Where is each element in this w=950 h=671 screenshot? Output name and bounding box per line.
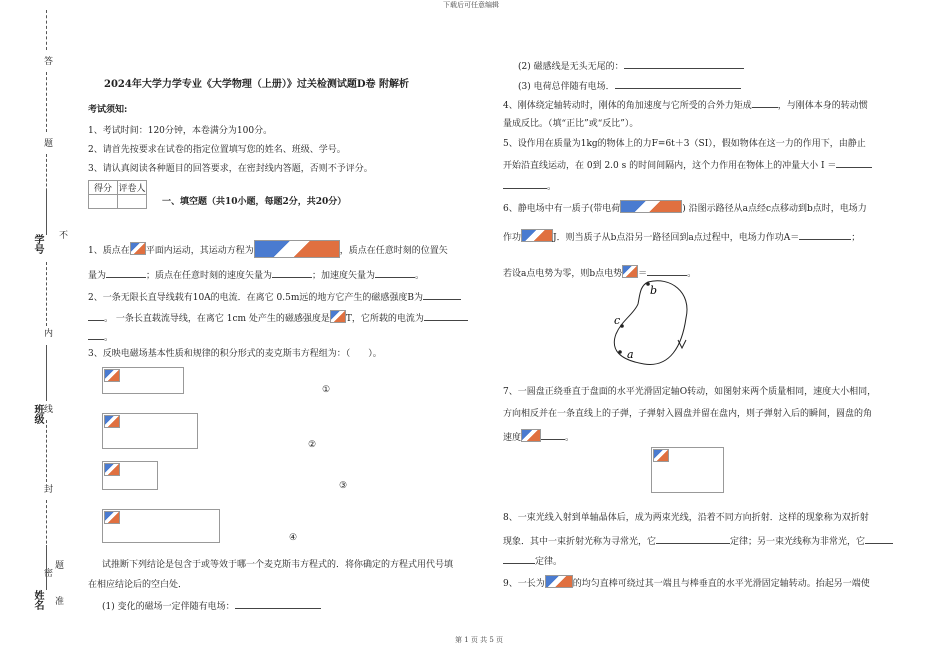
label-c: c — [614, 314, 621, 327]
margin-char: 线 — [42, 404, 52, 413]
margin-char: 答 — [42, 56, 52, 65]
margin-char: 题 — [53, 560, 63, 569]
formula-image-icon — [104, 463, 120, 476]
equation-label-4: ④ — [289, 533, 298, 543]
notice-heading: 考试须知: — [88, 105, 128, 115]
margin-char: 题 — [42, 138, 52, 147]
path-diagram — [600, 276, 700, 372]
question-3-sub-3: (3) 电荷总伴随有电场． — [518, 79, 741, 93]
question-8-line1: 8、一束光线入射到单轴晶体后，成为两束光线，沿着不同方向折射．这样的现象称为双折射 — [503, 513, 869, 523]
answer-blank[interactable] — [624, 59, 744, 69]
question-6-line2: 作功 J．则当质子从b点沿另一路径回到a点过程中，电场力作功A＝ ； — [503, 229, 860, 244]
margin-char: 准 — [53, 596, 63, 605]
formula-image-icon — [330, 310, 346, 323]
question-1-line2: 量为 ；质点在任意时刻的速度矢量为 ；加速度矢量为 。 — [88, 268, 424, 282]
answer-blank[interactable] — [235, 599, 321, 609]
label-b: b — [650, 284, 658, 297]
question-3: 3、反映电磁场基本性质和规律的积分形式的麦克斯韦方程组为：（ ）。 — [88, 349, 382, 359]
question-3-sub-2: (2) 磁感线是无头无尾的： — [518, 59, 744, 73]
grader-header: 评卷人 — [118, 181, 147, 195]
answer-blank[interactable] — [503, 554, 535, 564]
name-line — [46, 545, 47, 590]
point-c — [620, 324, 624, 328]
equation-image-2 — [102, 413, 198, 449]
answer-blank[interactable] — [615, 79, 741, 89]
class-line — [46, 345, 47, 401]
formula-image-icon — [104, 511, 120, 524]
margin-char: 密 — [42, 568, 52, 577]
formula-image-icon — [254, 240, 340, 258]
equation-label-3: ③ — [339, 481, 348, 491]
answer-blank[interactable] — [272, 268, 312, 278]
margin-char: 封 — [42, 484, 52, 493]
equation-image-3 — [102, 461, 158, 490]
disk-figure-image — [651, 447, 724, 493]
exam-title: 2024年大学力学专业《大学物理（上册）》过关检测试题D卷 附解析 — [104, 79, 409, 90]
question-9-line1: 9、一长为 的均匀直棒可绕过其一端且与棒垂直的水平光滑固定轴转动。抬起另一端使 — [503, 575, 870, 590]
seal-dash — [46, 10, 47, 50]
label-a: a — [627, 348, 634, 361]
answer-blank[interactable] — [375, 268, 415, 278]
question-6-line3: 若设a点电势为零，则b点电势 ＝ 。 — [503, 265, 696, 280]
point-a — [618, 350, 622, 354]
answer-blank[interactable] — [752, 98, 778, 108]
student-id-line — [46, 190, 47, 235]
question-6-line1: 6、静电场中有一质子(带电荷 ) 沿图示路径从a点经c点移动到b点时，电场力 — [503, 200, 867, 215]
question-8-end: 定律。 — [503, 554, 562, 568]
equation-label-2: ② — [308, 440, 317, 450]
question-1-line1: 1、质点在 平面内运动，其运动方程为 ，质点在任意时刻的位置矢 — [88, 240, 448, 258]
question-3-sub-1: (1) 变化的磁场一定伴随有电场： — [102, 599, 321, 613]
equation-label-1: ① — [322, 385, 331, 395]
formula-image-icon — [521, 429, 541, 442]
equation-image-4 — [102, 509, 220, 543]
margin-char: 不 — [57, 230, 67, 239]
question-4-line2: 量成反比。（填“正比”或“反比”）。 — [503, 119, 639, 129]
question-7-line3: 速度 。 — [503, 429, 574, 444]
score-cell[interactable] — [89, 195, 118, 209]
page-number: 第 1 页 共 5 页 — [455, 636, 504, 644]
question-2-line1: 2、一条无限长直导线载有10A的电流．在离它 0.5m远的地方它产生的磁感强度B为 — [88, 290, 461, 304]
answer-blank[interactable] — [423, 290, 461, 300]
formula-image-icon — [620, 200, 682, 213]
name-label: 姓名 — [32, 590, 43, 610]
formula-image-icon — [104, 415, 120, 428]
formula-image-icon — [653, 449, 669, 462]
section-heading: 一、填空题（共10小题，每题2分，共20分） — [162, 197, 347, 207]
answer-blank[interactable] — [503, 179, 547, 189]
question-4-line1: 4、刚体绕定轴转动时，刚体的角加速度与它所受的合外力矩成 ，与刚体本身的转动惯 — [503, 98, 868, 112]
formula-image-icon — [130, 242, 146, 255]
answer-blank[interactable] — [647, 266, 687, 276]
notice-item: 3、请认真阅读各种题目的回答要求，在密封线内答题，否则不予评分。 — [88, 164, 373, 174]
answer-blank[interactable] — [424, 311, 468, 321]
answer-blank[interactable] — [836, 158, 872, 168]
score-table — [88, 180, 147, 209]
question-5-end: 。 — [503, 179, 556, 193]
answer-blank[interactable] — [88, 330, 104, 340]
seal-dash — [46, 72, 47, 132]
question-5-line2: 开始沿直线运动，在 0到 2.0 s 的时间间隔内，这个力作用在物体上的冲量大小 I ＝ — [503, 158, 872, 172]
formula-image-icon — [545, 575, 573, 588]
margin-char: 内 — [42, 328, 52, 337]
class-label: 班级 — [32, 404, 43, 424]
answer-blank[interactable] — [88, 311, 104, 321]
formula-image-icon — [104, 369, 120, 382]
answer-blank[interactable] — [541, 430, 565, 440]
score-header: 得分 — [89, 181, 118, 195]
grader-cell[interactable] — [118, 195, 147, 209]
question-3-instruction-2: 在相应结论后的空白处． — [88, 580, 188, 590]
answer-blank[interactable] — [799, 230, 851, 240]
question-2-line2: 。 一条长直载流导线，在离它 1cm 处产生的磁感强度是 T，它所载的电流为 — [88, 310, 468, 325]
question-5-line1: 5、设作用在质量为1kg的物体上的力F=6t＋3（SI），假如物体在这一力的作用下，由静止 — [503, 139, 866, 149]
equation-image-1 — [102, 367, 184, 394]
notice-item: 2、请首先按要求在试卷的指定位置填写您的姓名、班级、学号。 — [88, 145, 346, 155]
question-7-line2: 方向相反并在一条直线上的子弹，子弹射入圆盘并留在盘内，则子弹射入后的瞬间，圆盘的角 — [503, 409, 873, 419]
top-note: 下载后可任意编辑 — [443, 1, 499, 9]
seal-dash — [46, 262, 47, 326]
question-7-line1: 7、一圆盘正绕垂直于盘面的水平光滑固定轴O转动，如图射来两个质量相同，速度大小相同， — [503, 387, 877, 397]
seal-dash — [46, 420, 47, 482]
question-2-end: 。 — [88, 330, 113, 344]
question-3-instruction-1: 试推断下列结论是包含于或等效于哪一个麦克斯韦方程式的．将你确定的方程式用代号填 — [102, 560, 454, 570]
student-id-label: 学号 — [32, 234, 43, 254]
answer-blank[interactable] — [106, 268, 146, 278]
formula-image-icon — [521, 229, 553, 242]
notice-item: 1、考试时间：120分钟，本卷满分为100分。 — [88, 126, 273, 136]
question-8-line2: 现象．其中一束折射光称为寻常光，它 定律；另一束光线称为非常光，它 — [503, 534, 893, 548]
answer-blank[interactable] — [865, 534, 893, 544]
answer-blank[interactable] — [656, 534, 730, 544]
